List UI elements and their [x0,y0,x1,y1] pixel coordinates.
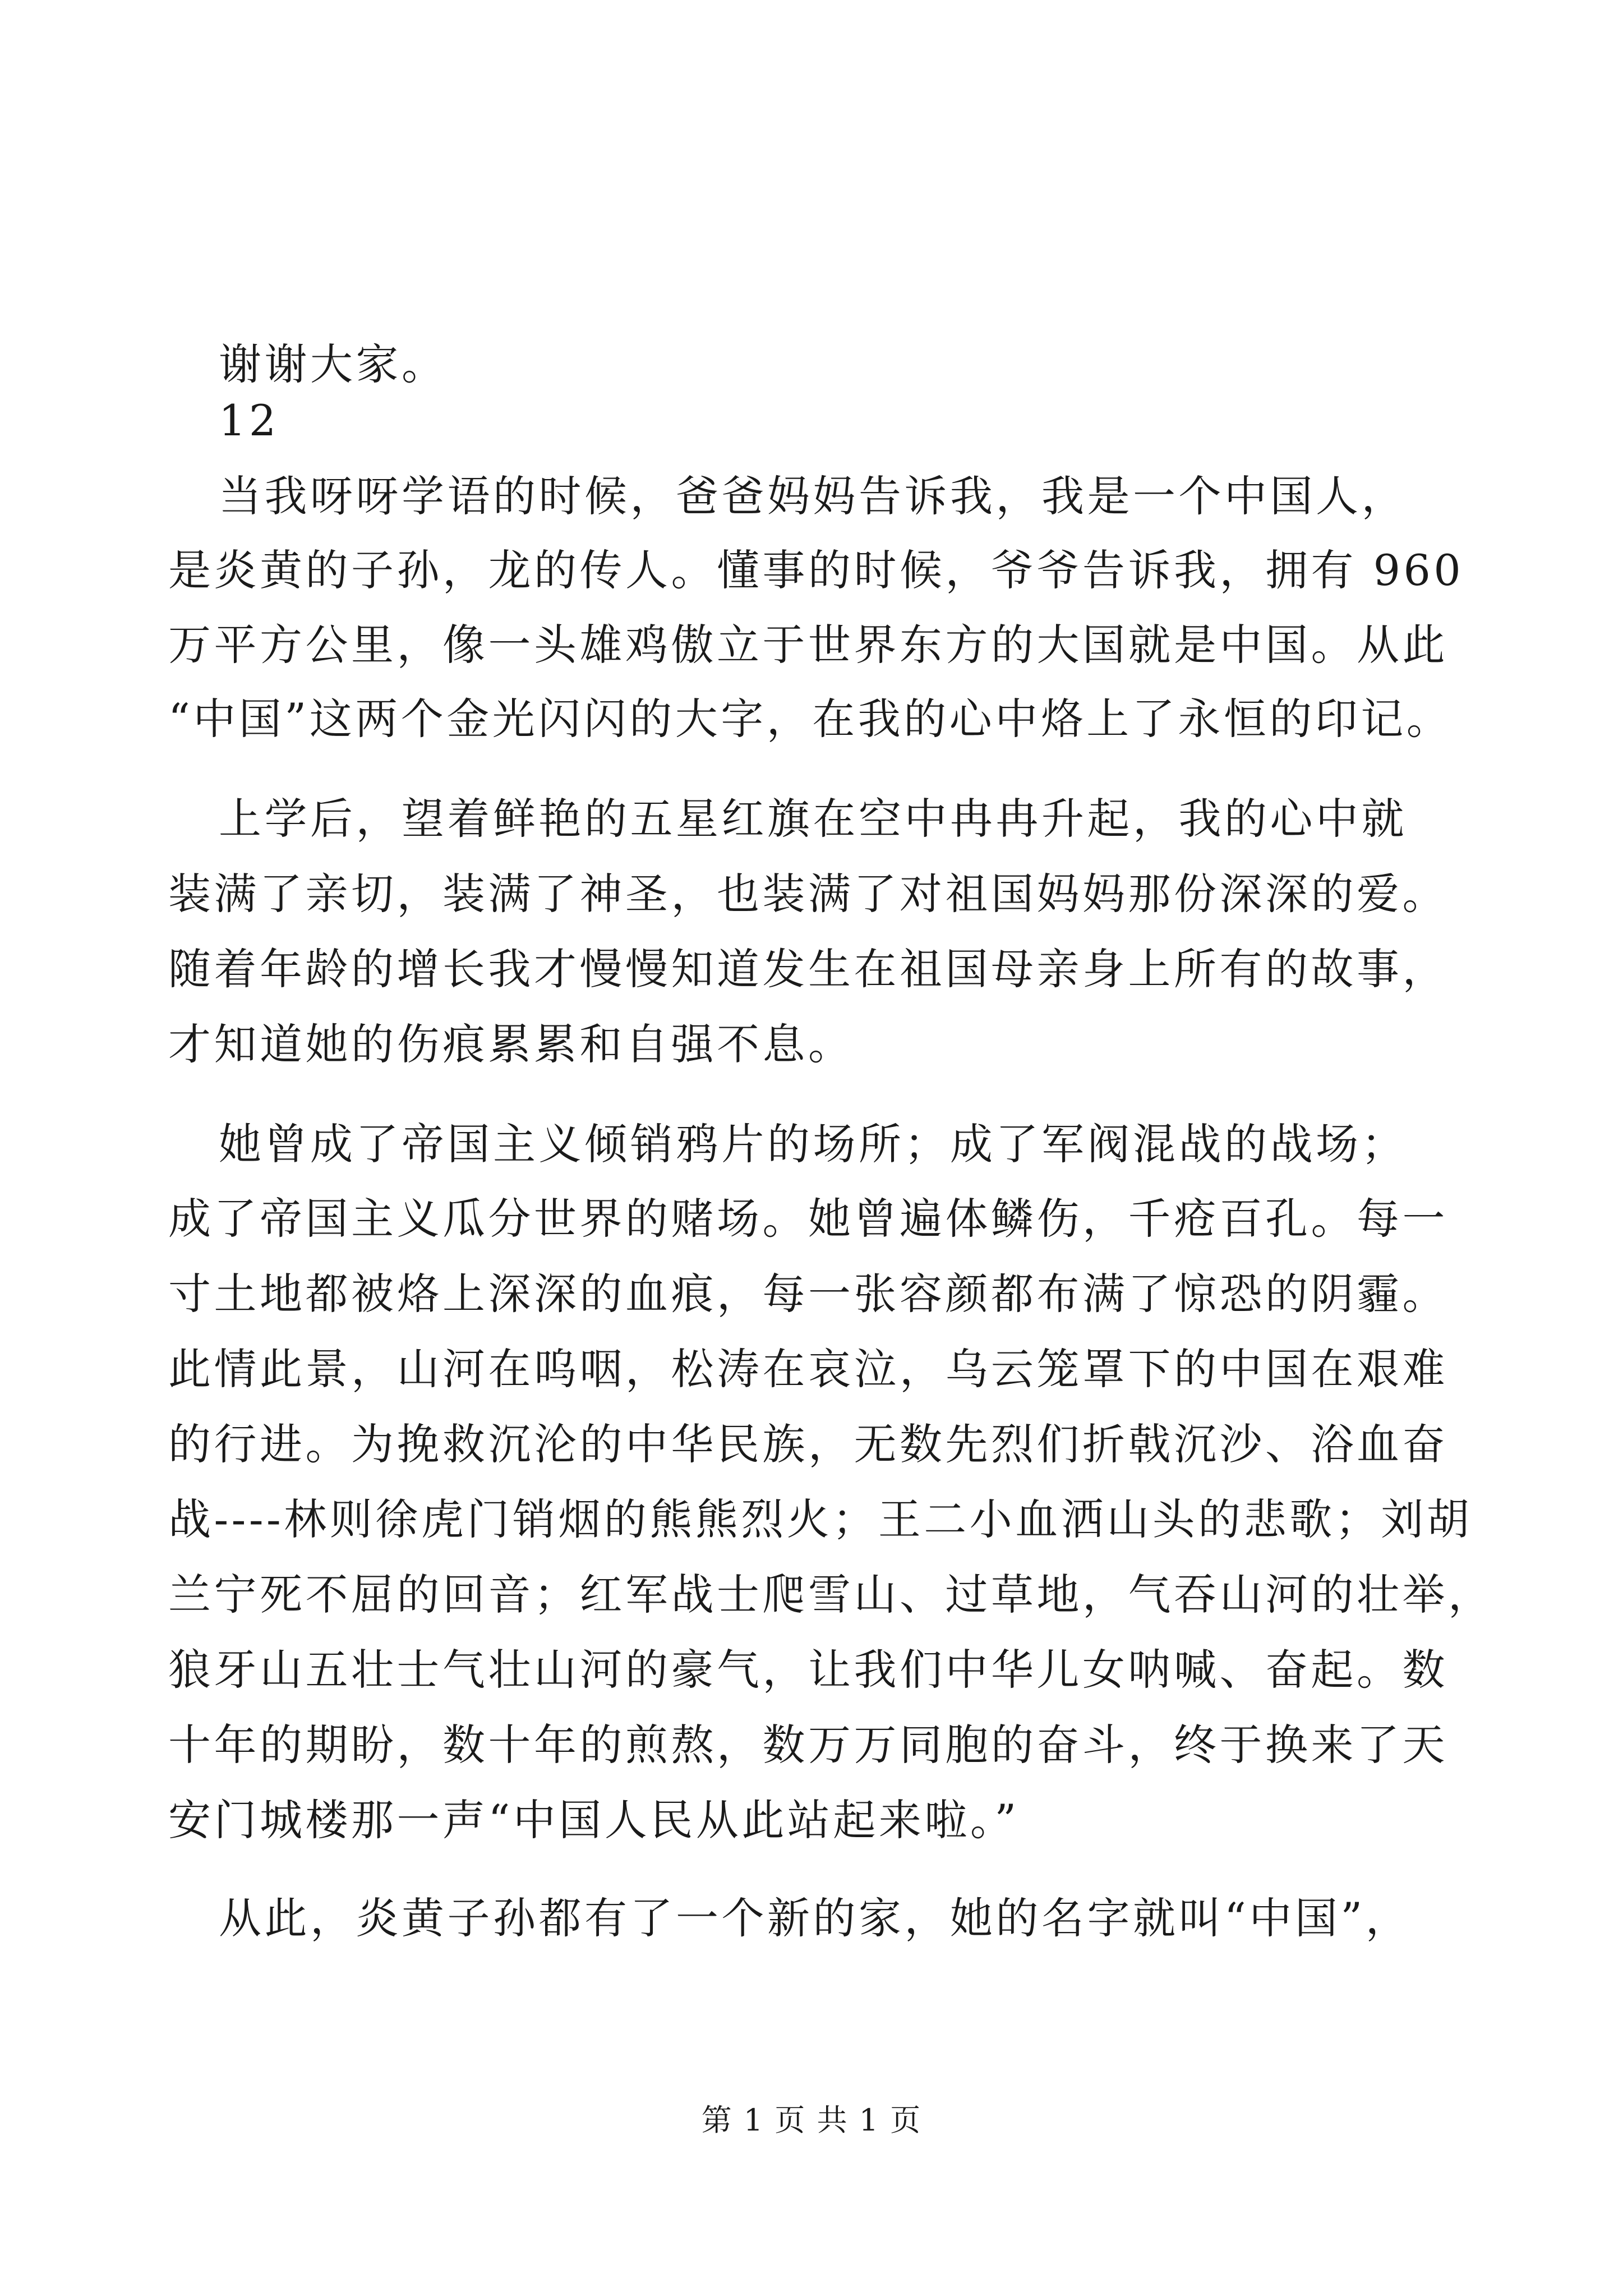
paragraph-line: 此情此景，山河在呜咽，松涛在哀泣，乌云笼罩下的中国在艰难 [168,1344,1448,1394]
paragraph-line: 的行进。为挽救沉沦的中华民族，无数先烈们折戟沉沙、浴血奋 [168,1419,1448,1469]
paragraph-line: 是炎黄的子孙，龙的传人。懂事的时候，爷爷告诉我，拥有 960 [168,545,1464,595]
paragraph-line: 从此，炎黄子孙都有了一个新的家，她的名字就叫“中国”， [219,1893,1412,1943]
paragraph-line: 装满了亲切，装满了神圣，也装满了对祖国妈妈那份深深的爱。 [168,869,1448,919]
paragraph-line: 寸土地都被烙上深深的血痕，每一张容颜都布满了惊恐的阴霾。 [168,1269,1448,1319]
paragraph-line: 才知道她的伤痕累累和自强不息。 [168,1019,854,1069]
paragraph-line: “中国”这两个金光闪闪的大字，在我的心中烙上了永恒的印记。 [168,694,1453,744]
paragraph-line: 兰宁死不屈的回音；红军战士爬雪山、过草地，气吞山河的壮举， [168,1570,1494,1619]
section-number: 12 [219,395,279,445]
paragraph-line: 她曾成了帝国主义倾销鸦片的场所；成了军阀混战的战场； [219,1119,1407,1169]
paragraph-line: 十年的期盼，数十年的煎熬，数万万同胞的奋斗，终于换来了天 [168,1720,1448,1770]
page-footer: 第 1 页 共 1 页 [701,2102,922,2138]
paragraph-line: 上学后，望着鲜艳的五星红旗在空中冉冉升起，我的心中就 [219,794,1407,844]
paragraph-line: 安门城楼那一声“中国人民从此站起来啦。” [168,1795,1020,1845]
paragraph-line: 当我呀呀学语的时候，爸爸妈妈告诉我，我是一个中国人， [219,471,1407,521]
closing-line: 谢谢大家。 [219,339,448,389]
paragraph-line: 狼牙山五壮士气壮山河的豪气，让我们中华儿女呐喊、奋起。数 [168,1645,1448,1695]
paragraph-line: 万平方公里，像一头雄鸡傲立于世界东方的大国就是中国。从此 [168,620,1448,670]
paragraph-line: 战----林则徐虎门销烟的熊熊烈火；王二小血洒山头的悲歌；刘胡 [168,1494,1473,1544]
paragraph-line: 随着年龄的增长我才慢慢知道发生在祖国母亲身上所有的故事， [168,944,1448,994]
paragraph-line: 成了帝国主义瓜分世界的赌场。她曾遍体鳞伤，千疮百孔。每一 [168,1194,1448,1244]
